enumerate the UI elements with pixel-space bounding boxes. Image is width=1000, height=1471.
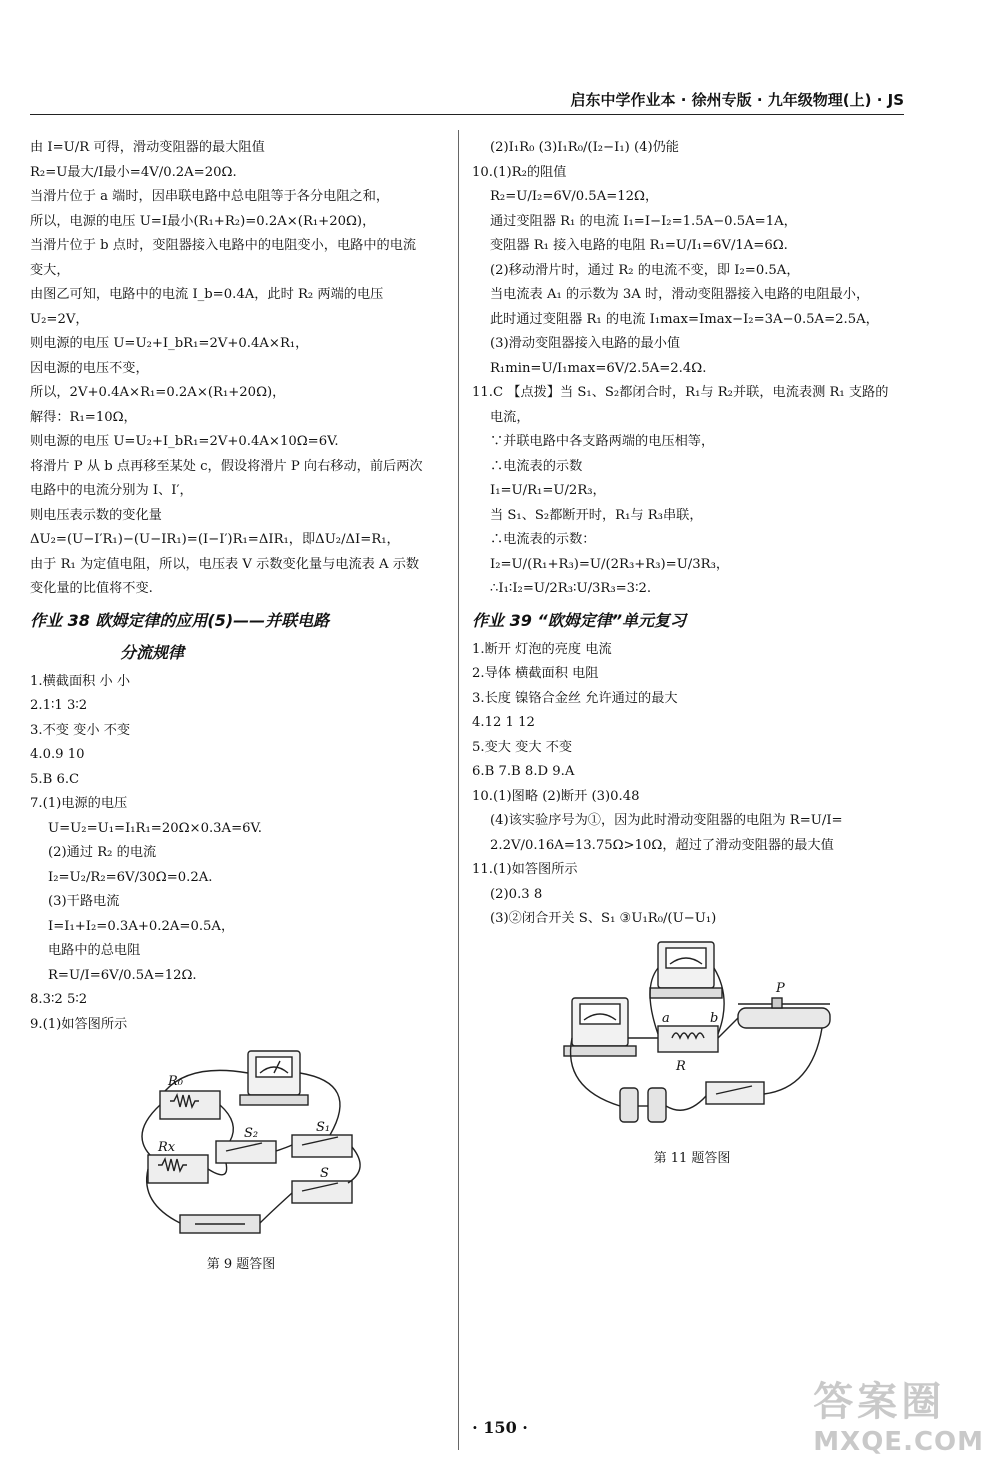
text-line: 此时通过变阻器 R₁ 的电流 I₁max=Imax−I₂=3A−0.5A=2.5A， (490, 311, 879, 327)
text-line: 由 I=U/R 可得，滑动变阻器的最大阻值 (30, 140, 265, 155)
section-subtitle-38: 分流规律 (120, 642, 185, 662)
answer-line: 7.(1)电源的电压 (30, 796, 128, 811)
text-line: U₂=2V， (30, 311, 89, 327)
text-line: 当滑片位于 b 点时，变阻器接入电路中的电阻变小，电路中的电流 (30, 238, 417, 253)
text-line: 变化量的比值将不变. (30, 581, 153, 596)
text-line: I₁=U/R₁=U/2R₃， (490, 483, 606, 498)
section-title-38: 作业 38 欧姆定律的应用(5)——并联电路 (30, 610, 330, 630)
label-a: a (662, 1010, 670, 1026)
answer-line: (2)通过 R₂ 的电流 (48, 845, 157, 860)
text-line: 因电源的电压不变， (30, 360, 149, 376)
text-line: 当滑片位于 a 端时，因串联电路中总电阻等于各分电阻之和， (30, 189, 390, 204)
answer-line: 2.导体 横截面积 电阻 (472, 666, 599, 681)
answer-line: 3.长度 镍铬合金丝 允许通过的最大 (472, 690, 678, 706)
column-divider (458, 130, 459, 1450)
answer-line: 11.(1)如答图所示 (472, 862, 578, 877)
label-r: R (676, 1058, 686, 1074)
answer-line: I₂=U₂/R₂=6V/30Ω=0.2A. (48, 869, 213, 885)
right-column (472, 136, 912, 1178)
text-line: (3)滑动变阻器接入电路的最小值 (490, 336, 681, 351)
text-line: I₂=U/(R₁+R₃)=U/(2R₃+R₃)=U/3R₃， (490, 556, 730, 572)
circuit-diagram-9 (30, 1043, 450, 1243)
answer-line: 3.不变 变小 不变 (30, 722, 131, 738)
text-line: 变阻器 R₁ 接入电路的电阻 R₁=U/I₁=6V/1A=6Ω. (490, 238, 788, 253)
page-number: · 150 · (472, 1418, 528, 1437)
text-line: 11.C 【点拨】当 S₁、S₂都闭合时，R₁与 R₂并联，电流表测 R₁ 支路的 (472, 385, 889, 400)
text-line: 通过变阻器 R₁ 的电流 I₁=I−I₂=1.5A−0.5A=1A， (490, 213, 797, 229)
text-line: R₂=U最大/I最小=4V/0.2A=20Ω. (30, 164, 237, 180)
answer-line: 1.断开 灯泡的亮度 电流 (472, 641, 612, 657)
text-line: 当电流表 A₁ 的示数为 3A 时，滑动变阻器接入电路的电阻最小， (490, 287, 870, 302)
answer-line: I=I₁+I₂=0.3A+0.2A=0.5A， (48, 918, 235, 934)
text-line: 解得：R₁=10Ω， (30, 409, 137, 425)
label-s: S (320, 1166, 329, 1181)
answer-line: 10.(1)图略 (2)断开 (3)0.48 (472, 788, 640, 804)
text-line: ∴电流表的示数 (490, 458, 583, 474)
text-line: R₁min=U/I₁max=6V/2.5A=2.4Ω. (490, 360, 707, 376)
figure-9 (30, 1043, 452, 1277)
header-title: 启东中学作业本 · 徐州专版 · 九年级物理(上) · JS (570, 91, 904, 109)
answer-line: R=U/I=6V/0.5A=12Ω. (48, 967, 197, 983)
text-line: 将滑片 P 从 b 点再移至某处 c，假设将滑片 P 向右移动，前后两次 (30, 458, 423, 474)
label-s1: S₁ (316, 1120, 331, 1135)
text-line: 所以，电源的电压 U=I最小(R₁+R₂)=0.2A×(R₁+20Ω)， (30, 213, 376, 229)
section-title-39: 作业 39 “欧姆定律”单元复习 (472, 610, 687, 630)
answer-line: 5.B 6.C (30, 771, 80, 787)
answer-line: 4.0.9 10 (30, 747, 85, 762)
answer-line: 1.横截面积 小 小 (30, 673, 131, 689)
text-line: 电流， (490, 409, 530, 425)
text-line: 变大， (30, 262, 70, 278)
text-line: 由于 R₁ 为定值电阻，所以，电压表 V 示数变化量与电流表 A 示数 (30, 556, 420, 572)
text-line: ∴电流表的示数： (490, 532, 596, 547)
answer-line: (3)干路电流 (48, 894, 120, 909)
text-line: 当 S₁、S₂都断开时，R₁与 R₃串联， (490, 507, 703, 523)
text-line: 电路中的电流分别为 I、I′， (30, 483, 193, 498)
text-line: 由图乙可知，电路中的电流 I_b=0.4A，此时 R₂ 两端的电压 (30, 287, 384, 302)
answer-line: 5.变大 变大 不变 (472, 739, 573, 755)
answer-line: (3)②闭合开关 S、S₁ ③U₁R₀/(U−U₁) (490, 911, 717, 926)
figure-9-caption: 第 9 题答图 (206, 1256, 276, 1272)
figure-11 (472, 938, 912, 1172)
circuit-diagram-11 (472, 938, 902, 1138)
label-b: b (710, 1010, 719, 1026)
watermark-text: 答案圈 (813, 1379, 946, 1425)
text-line: ΔU₂=(U−I′R₁)−(U−IR₁)=(I−I′)R₁=ΔIR₁，即ΔU₂/ΔI=R₁， (30, 532, 400, 547)
answer-line: 9.(1)如答图所示 (30, 1016, 128, 1032)
label-p: P (776, 980, 785, 996)
figure-11-caption: 第 11 题答图 (653, 1151, 731, 1166)
text-line: R₂=U/I₂=6V/0.5A=12Ω， (490, 189, 659, 204)
text-line: 所以，2V+0.4A×R₁=0.2A×(R₁+20Ω)， (30, 385, 286, 400)
answer-line: 2.1∶1 3∶2 (30, 698, 88, 713)
text-line: 则电源的电压 U=U₂+I_bR₁=2V+0.4A×R₁， (30, 336, 309, 351)
label-rx: Rx (158, 1140, 176, 1155)
answer-line: (4)该实验序号为①，因为此时滑动变阻器的电阻为 R=U/I= (490, 813, 843, 828)
text-line: (2)移动滑片时，通过 R₂ 的电流不变，即 I₂=0.5A， (490, 262, 800, 278)
answer-line: 4.12 1 12 (472, 715, 535, 730)
text-line: 则电源的电压 U=U₂+I_bR₁=2V+0.4A×10Ω=6V. (30, 434, 339, 449)
text-line: ∴I₁∶I₂=U/2R₃∶U/3R₃=3∶2. (490, 581, 652, 596)
watermark-url: MXQE.COM (813, 1427, 984, 1457)
text-line: ∵并联电路中各支路两端的电压相等， (490, 434, 715, 449)
label-s2: S₂ (244, 1126, 259, 1141)
watermark-logo (813, 1370, 984, 1457)
text-line: 10.(1)R₂的阻值 (472, 164, 567, 180)
answer-line: U=U₂=U₁=I₁R₁=20Ω×0.3A=6V. (48, 820, 262, 836)
answer-line: 8.3∶2 5∶2 (30, 992, 88, 1007)
label-r0: R₀ (168, 1074, 183, 1089)
answer-line: 电路中的总电阻 (48, 943, 141, 958)
answer-line: (2)0.3 8 (490, 886, 543, 902)
left-column (30, 136, 452, 1283)
answer-line: 6.B 7.B 8.D 9.A (472, 764, 575, 779)
text-line: 则电压表示数的变化量 (30, 507, 162, 523)
page-header (30, 90, 904, 115)
answer-line: 2.2V/0.16A=13.75Ω>10Ω，超过了滑动变阻器的最大值 (490, 837, 834, 853)
text-line: (2)I₁R₀ (3)I₁R₀/(I₂−I₁) (4)仍能 (490, 140, 679, 155)
